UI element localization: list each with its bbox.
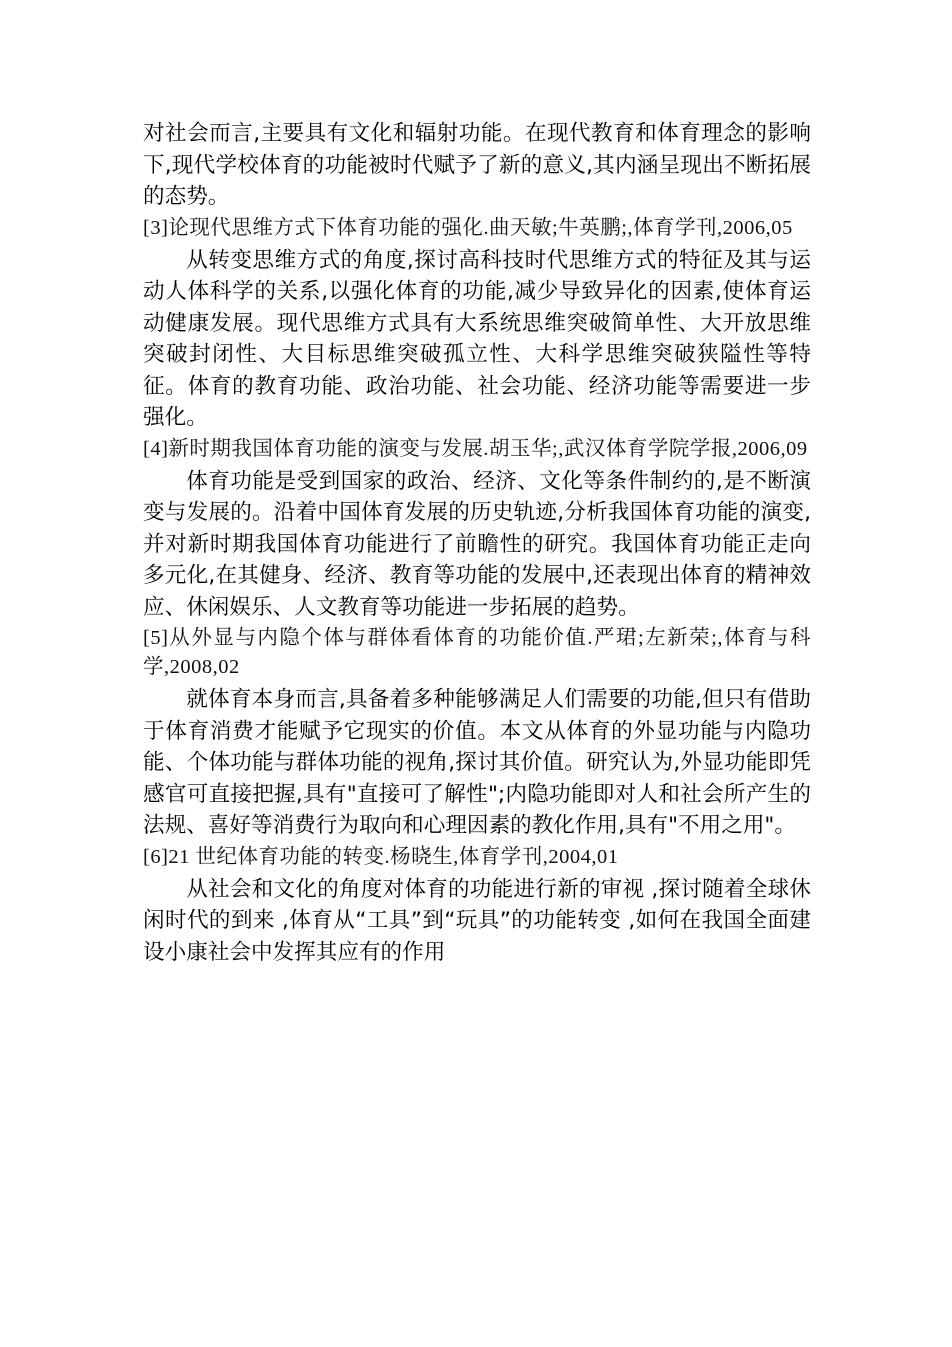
reference-5: [5]从外显与内隐个体与群体看体育的功能价值.严珺;左新荣;,体育与科学,2008,02: [143, 627, 811, 678]
reference-4: [4]新时期我国体育功能的演变与发展.胡玉华;,武汉体育学院学报,2006,09: [143, 437, 808, 460]
abstract-3: 从转变思维方式的角度,探讨高科技时代思维方式的特征及其与运动人体科学的关系,以强化体育的功能,减少导致异化的因素,使体育运动健康发展。现代思维方式具有大系统思维突破简单性、大开放思维突破封闭性、大目标思维突破孤立性、大科学思维突破狭隘性等特征。体育的教育功能、政治功能、社会功能、经济功能等需要进一步强化。: [143, 247, 811, 430]
reference-3: [3]论现代思维方式下体育功能的强化.曲天敏;牛英鹏;,体育学刊,2006,05: [143, 216, 793, 239]
abstract-5: 就体育本身而言,具备着多种能够满足人们需要的功能,但只有借助于体育消费才能赋予它现实的价值。本文从体育的外显功能与内隐功能、个体功能与群体功能的视角,探讨其价值。研究认为,外显功能即凭感官可直接把握,具有"直接可了解性";内隐功能即对人和社会所产生的法规、喜好等消费行为取向和心理因素的教化作用,具有"不用之用"。: [143, 687, 811, 838]
reference-6: [6]21 世纪体育功能的转变.杨晓生,体育学刊,2004,01: [143, 845, 619, 868]
abstract-6: 从社会和文化的角度对体育的功能进行新的审视 ,探讨随着全球休闲时代的到来 ,体育从“工具”到“玩具”的功能转变 ,如何在我国全面建设小康社会中发挥其应有的作用: [143, 876, 811, 965]
paragraph-1: 对社会而言,主要具有文化和辐射功能。在现代教育和体育理念的影响下,现代学校体育的功能被时代赋予了新的意义,其内涵呈现出不断拓展的态势。: [143, 121, 811, 209]
document-page: [143, 118, 811, 968]
abstract-4: 体育功能是受到国家的政治、经济、文化等条件制约的,是不断演变与发展的。沿着中国体育发展的历史轨迹,分析我国体育功能的演变,并对新时期我国体育功能进行了前瞻性的研究。我国体育功能正走向多元化,在其健身、经济、教育等功能的发展中,还表现出体育的精神效应、休闲娱乐、人文教育等功能进一步拓展的趋势。: [143, 468, 811, 620]
